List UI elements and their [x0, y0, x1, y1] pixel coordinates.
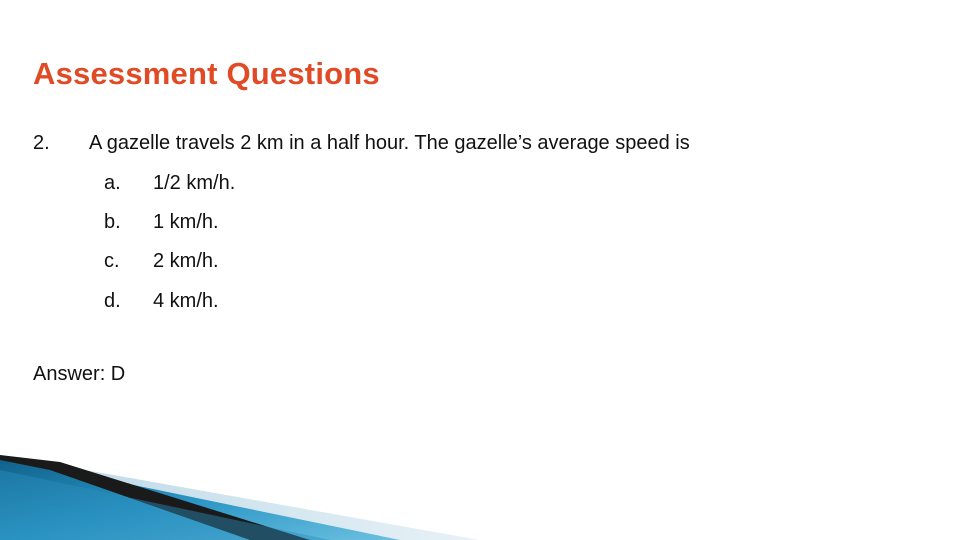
- question-text: A gazelle travels 2 km in a half hour. The gazelle’s average speed is: [89, 132, 690, 154]
- option-text: 2 km/h.: [153, 250, 219, 272]
- option-letter: a.: [104, 172, 121, 194]
- option-a: [104, 172, 235, 195]
- option-text: 1 km/h.: [153, 211, 219, 233]
- option-letter: d.: [104, 290, 121, 312]
- answer-text: Answer: D: [33, 363, 126, 385]
- option-text: 4 km/h.: [153, 290, 219, 312]
- decor-dark-stripe: [0, 455, 310, 540]
- decor-blue-wedge: [0, 456, 400, 540]
- option-b: [104, 211, 219, 234]
- option-letter: b.: [104, 211, 121, 233]
- question-number: 2.: [33, 132, 50, 154]
- option-d: [104, 290, 219, 313]
- option-letter: c.: [104, 250, 120, 272]
- decor-light-overlay: [0, 470, 330, 540]
- option-c: [104, 250, 219, 273]
- decor-light-band: [0, 455, 480, 540]
- question: [33, 132, 690, 155]
- option-text: 1/2 km/h.: [153, 172, 236, 194]
- slide-title: Assessment Questions: [33, 56, 380, 91]
